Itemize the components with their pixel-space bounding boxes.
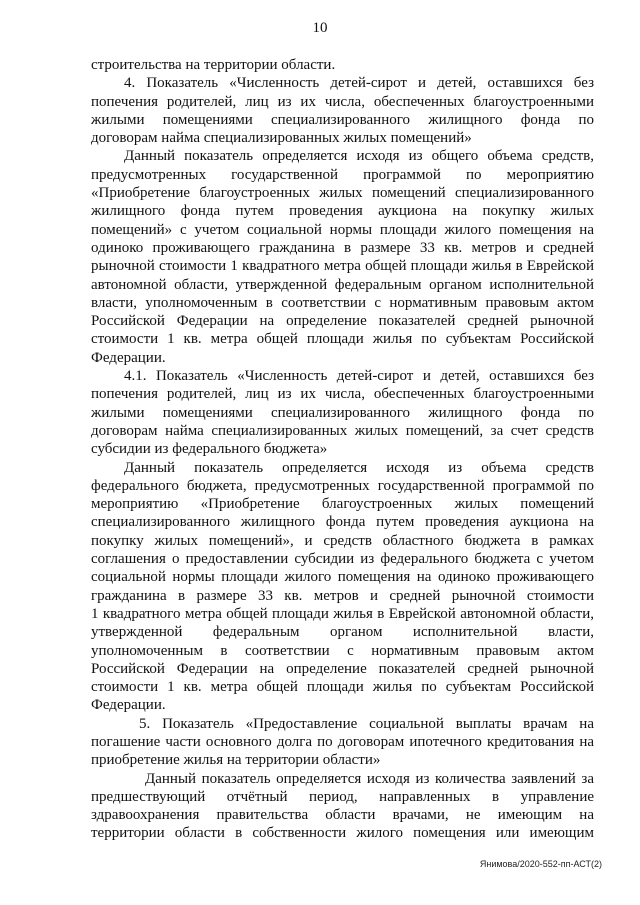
text-line: приобретение жилья на территории области» bbox=[91, 752, 381, 769]
paragraph-first-line: Данный показатель определяется исходя из объема средств bbox=[124, 459, 594, 476]
document-body bbox=[91, 56, 594, 843]
text-line: договорам найма специализированных жилых помещений, за счет средств bbox=[91, 422, 594, 439]
text-line: строительства на территории области. bbox=[91, 57, 336, 73]
text-line: попечения родителей, лиц из их числа, обеспеченных благоустроенными bbox=[91, 93, 594, 110]
text-line: субсидии из федерального бюджета» bbox=[91, 441, 328, 458]
paragraph-first-line: Данный показатель определяется исходя из общего объема средств, bbox=[124, 148, 594, 165]
text-line: стоимости 1 кв. метра общей площади жилья по субъектам Российской bbox=[91, 679, 594, 696]
text-line: Российской Федерации на определение показателей средней рыночной bbox=[91, 660, 594, 677]
text-line: власти, уполномоченным в соответствии с нормативным правовым актом bbox=[91, 294, 594, 311]
text-line: утвержденной федеральным органом исполнительной власти, bbox=[91, 624, 594, 641]
text-line: жилищного фонда путем проведения аукциона на покупку жилых bbox=[91, 203, 594, 220]
text-line: договорам найма специализированных жилых помещений» bbox=[91, 130, 472, 147]
text-line: погашение части основного долга по договорам ипотечного кредитования на bbox=[91, 733, 594, 750]
text-line: федерального бюджета, предусмотренных государственной программой по bbox=[91, 477, 594, 494]
text-line: покупку жилых помещений», и средств областного бюджета в рамках bbox=[91, 532, 594, 549]
text-line: Федерации. bbox=[91, 697, 166, 714]
text-line: Федерации. bbox=[91, 349, 166, 366]
paragraph-first-line: Данный показатель определяется исходя из количества заявлений за bbox=[145, 770, 594, 787]
text-line: одиноко проживающего гражданина в размере 33 кв. метров и средней bbox=[91, 239, 594, 256]
document-registration-code: Янимова/2020-552-пп-АСТ(2) bbox=[479, 859, 602, 869]
text-line: предусмотренных государственной программой по мероприятию bbox=[91, 166, 594, 183]
text-line: здравоохранения правительства области врачами, не имеющим на bbox=[91, 807, 594, 824]
page-number: 10 bbox=[312, 20, 328, 36]
text-line: помещений» с учетом социальной нормы площади жилого помещения на bbox=[91, 221, 594, 238]
text-line: автономной области, утвержденной федеральным органом исполнительной bbox=[91, 276, 594, 293]
text-line: попечения родителей, лиц из их числа, обеспеченных благоустроенными bbox=[91, 386, 594, 403]
paragraph-heading-line: 4.1. Показатель «Численность детей-сирот и детей, оставшихся без bbox=[124, 368, 594, 385]
text-line: уполномоченным в соответствии с нормативным правовым актом bbox=[91, 642, 594, 659]
text-line: гражданина в размере 33 кв. метров и средней рыночной стоимости bbox=[91, 587, 594, 604]
text-line: стоимости 1 кв. метра общей площади жилья по субъектам Российской bbox=[91, 331, 594, 348]
text-line: рыночной стоимости 1 квадратного метра общей площади жилья в Еврейской bbox=[91, 258, 594, 275]
paragraph-heading-line: 4. Показатель «Численность детей-сирот и детей, оставшихся без bbox=[124, 75, 594, 92]
text-line: предшествующий отчётный период, направленных в управление bbox=[91, 788, 594, 805]
text-line: жилыми помещениями специализированного жилищного фонда по bbox=[91, 111, 594, 128]
text-line: жилыми помещениями специализированного жилищного фонда по bbox=[91, 404, 594, 421]
text-line: территории области в собственности жилого помещения или имеющим bbox=[91, 825, 594, 842]
text-line: мероприятию «Приобретение благоустроенных жилых помещений bbox=[91, 496, 594, 513]
text-line: Российской Федерации на определение показателей средней рыночной bbox=[91, 313, 594, 330]
text-line: 1 квадратного метра общей площади жилья в Еврейской автономной области, bbox=[91, 605, 594, 622]
text-line: социальной нормы площади жилого помещения на одиноко проживающего bbox=[91, 569, 594, 586]
text-line: соглашения о предоставлении субсидии из федерального бюджета с учетом bbox=[91, 551, 594, 568]
text-line: специализированного жилищного фонда путем проведения аукциона на bbox=[91, 514, 594, 531]
text-line: «Приобретение благоустроенных жилых помещений специализированного bbox=[91, 185, 594, 202]
paragraph-heading-line: 5. Показатель «Предоставление социальной выплаты врачам на bbox=[139, 715, 594, 732]
